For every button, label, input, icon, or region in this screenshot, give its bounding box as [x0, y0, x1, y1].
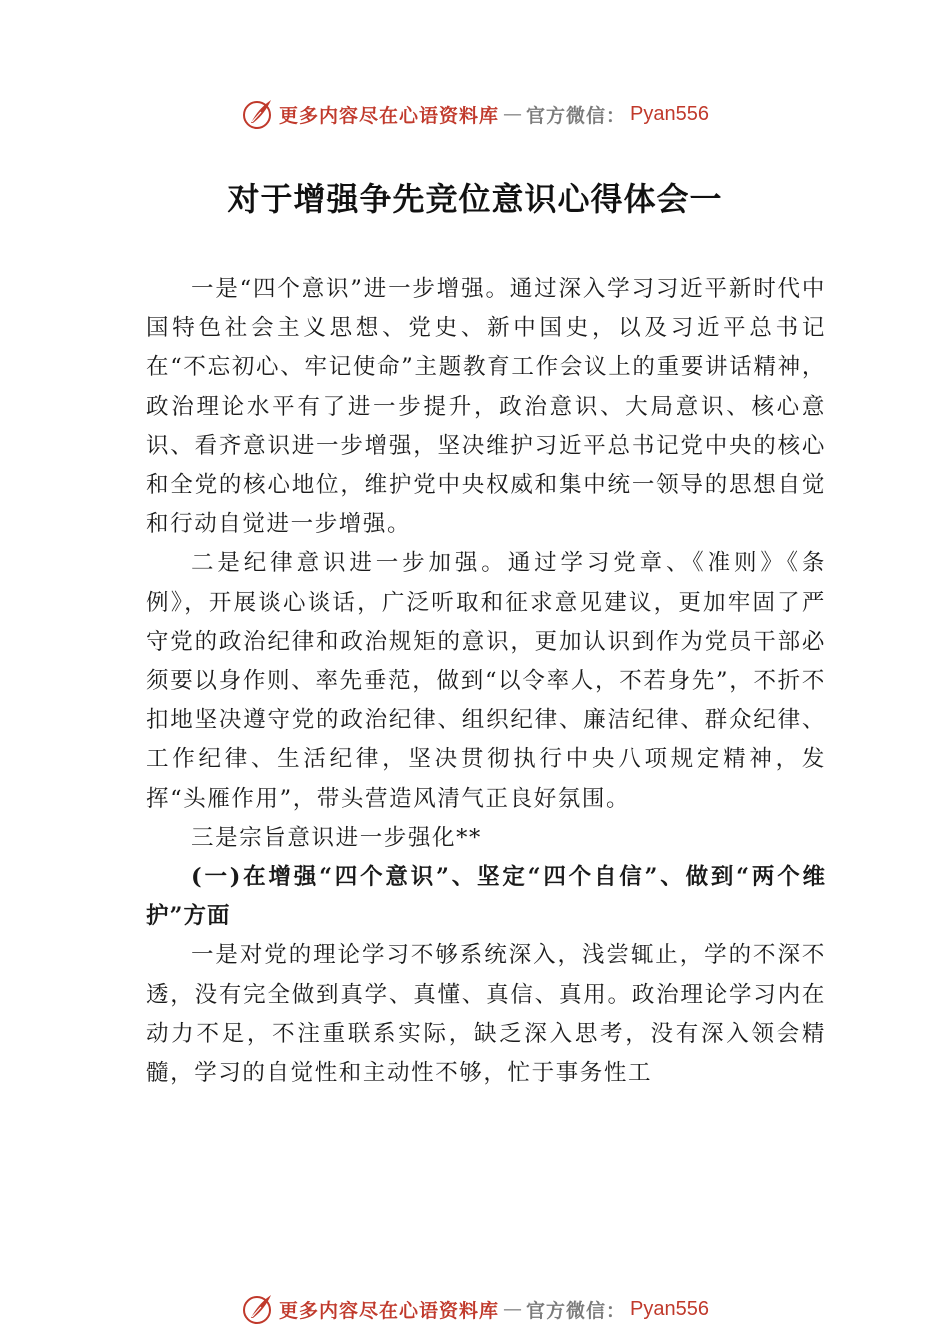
watermark-text: 更多内容尽在心语资料库	[279, 1299, 500, 1322]
watermark-footer	[0, 1291, 950, 1327]
watermark-wechat-id: Pyan556	[630, 1297, 709, 1320]
watermark-wechat-label: 官方微信：	[526, 104, 627, 127]
watermark-dash: —	[503, 103, 523, 125]
quill-pen-logo-icon	[241, 1292, 275, 1326]
document-title: 对于增强争先竞位意识心得体会一	[227, 180, 723, 218]
section-heading: (一)在增强“四个意识”、坚定“四个自信”、做到“两个维护”方面	[146, 864, 826, 930]
watermark-header	[0, 96, 950, 132]
watermark-wechat-id: Pyan556	[630, 102, 709, 125]
watermark-text: 更多内容尽在心语资料库	[279, 104, 500, 127]
paragraph: 二是纪律意识进一步加强。通过学习党章、《准则》《条例》，开展谈心谈话，广泛听取和征求意见建议，更加牢固了严守党的政治纪律和政治规矩的意识，更加认识到作为党员干部必须要以身作则、率先垂范，做到“以令率人，不若身先”，不折不扣地坚决遵守党的政治纪律、组织纪律、廉洁纪律、群众纪律、工作纪律、生活纪律，坚决贯彻执行中央八项规定精神，发挥“头雁作用”，带头营造风清气正良好氛围。	[146, 550, 826, 812]
quill-pen-logo-icon	[241, 97, 275, 131]
paragraph: 三是宗旨意识进一步强化**	[191, 824, 482, 851]
document-body	[146, 270, 826, 1093]
watermark-wechat-label: 官方微信：	[526, 1299, 627, 1322]
paragraph: 一是对党的理论学习不够系统深入，浅尝辄止，学的不深不透，没有完全做到真学、真懂、真信、真用。政治理论学习内在动力不足，不注重联系实际，缺乏深入思考，没有深入领会精髓，学习的自觉性和主动性不够，忙于事务性工	[146, 942, 826, 1087]
paragraph: 一是“四个意识”进一步增强。通过深入学习习近平新时代中国特色社会主义思想、党史、新中国史，以及习近平总书记在“不忘初心、牢记使命”主题教育工作会议上的重要讲话精神，政治理论水平有了进一步提升，政治意识、大局意识、核心意识、看齐意识进一步增强，坚决维护习近平总书记党中央的核心和全党的核心地位，维护党中央权威和集中统一领导的思想自觉和行动自觉进一步增强。	[146, 276, 826, 538]
watermark-dash: —	[503, 1298, 523, 1320]
